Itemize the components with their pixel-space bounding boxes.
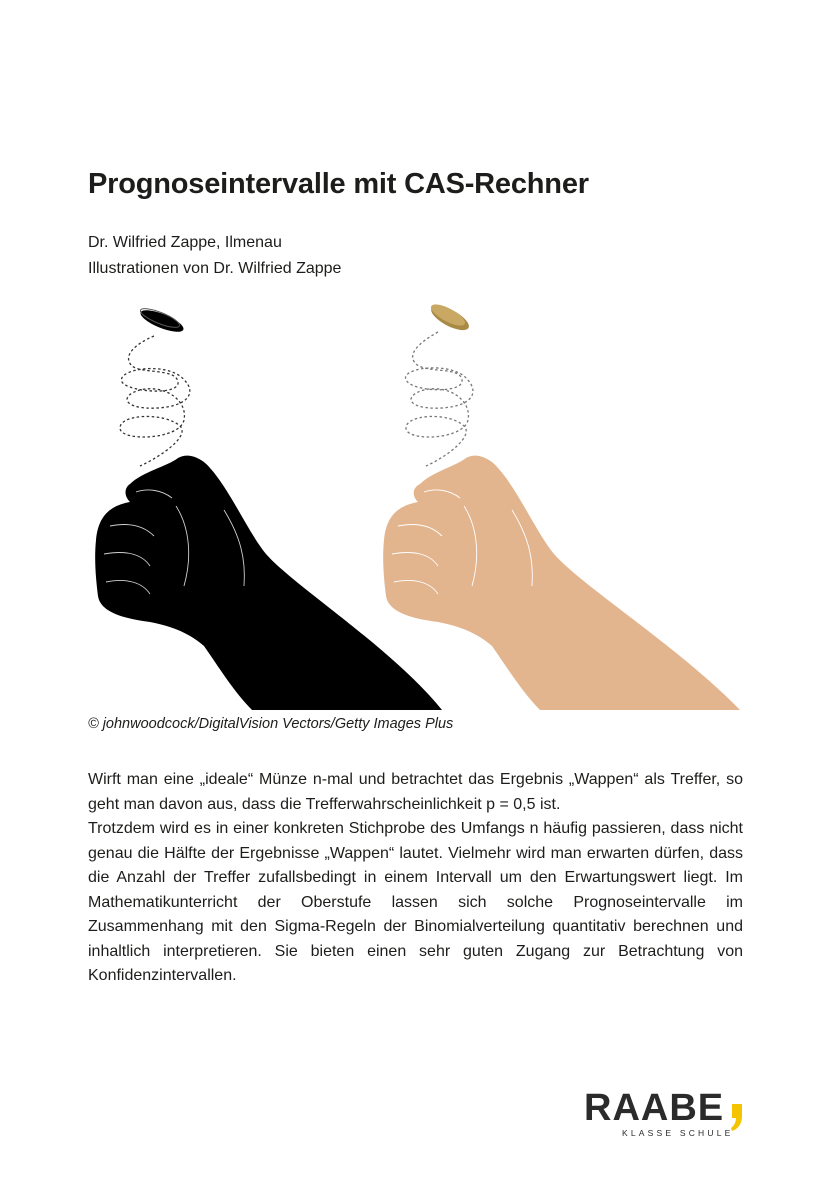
left-trajectory-path [120,336,190,466]
skin-hand-icon [383,456,740,710]
black-coin-icon [138,305,186,336]
paragraph: Trotzdem wird es in einer konkreten Stichprobe des Umfangs n häufig passieren, dass nicht genau die Hälfte der Ergebnisse „Wappen“ lautet. Vielmehr wird man erwarten dürfen, dass die Anzahl der Treffer zufallsbedingt in einem Intervall um den Erwartungswert liegt. Im Mathematikunterricht der Oberstufe lassen sich solche Prognoseintervalle im Zusammenhang mit den Sigma-Regeln der Binomialverteilung quantitativ berechnen und inhaltlich interpretieren. Sie bieten einen sehr guten Zugang zur Betrachtung von Konfidenzintervallen. [88,820,743,984]
logo-wordmark: RAABE [584,1087,725,1129]
logo-subtitle: KLASSE SCHULE [622,1128,734,1138]
right-trajectory-path [405,332,473,466]
illustrator-line: Illustrationen von Dr. Wilfried Zappe [88,260,342,277]
gold-coin-icon [428,300,473,335]
paragraph: Wirft man eine „ideale“ Münze n-mal und betrachtet das Ergebnis „Wappen“ als Treffer, so geht man davon aus, dass die Trefferwahrscheinlichkeit p = 0,5 ist. [88,771,743,813]
raabe-logo [584,1088,749,1140]
author-line: Dr. Wilfried Zappe, Ilmenau [88,234,282,251]
document-title: Prognoseintervalle mit CAS-Rechner [88,168,589,200]
coin-toss-illustration [80,296,760,714]
image-credit: © johnwoodcock/DigitalVision Vectors/Getty Images Plus [88,716,454,732]
author-block [88,230,341,282]
body-text [88,768,743,989]
